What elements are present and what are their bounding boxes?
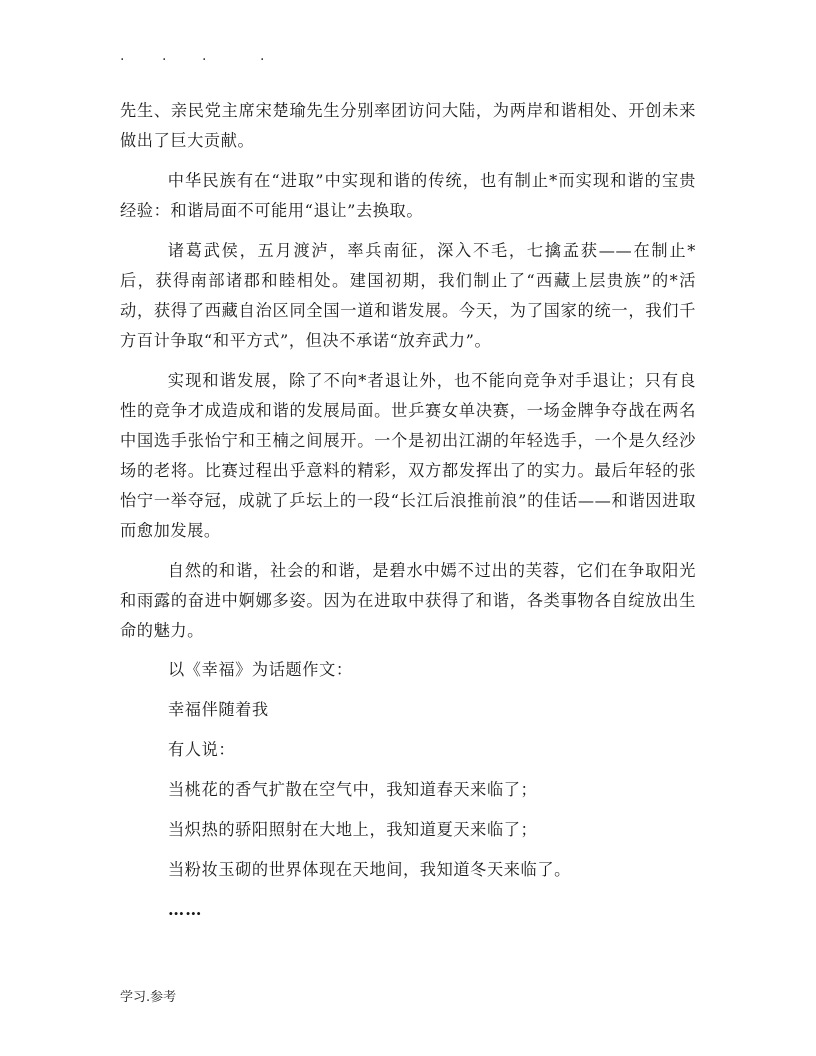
header-dot: .	[202, 48, 207, 64]
essay-prompt: 以《幸福》为话题作文：	[168, 660, 353, 679]
document-body	[120, 96, 696, 936]
page-footer: 学习.参考	[120, 990, 177, 1005]
essay-line: 有人说：	[168, 740, 236, 759]
essay-line: 当桃花的香气扩散在空气中，我知道春天来临了；	[168, 780, 538, 799]
header-dot: .	[260, 48, 265, 64]
paragraph-continuation: 先生、亲民党主席宋楚瑜先生分别率团访问大陆，为两岸和谐相处、开创未来做出了巨大贡献。	[120, 101, 696, 150]
essay-line: 当炽热的骄阳照射在大地上，我知道夏天来临了；	[168, 820, 538, 839]
header-dot: .	[162, 48, 167, 64]
paragraph-historical-examples: 诸葛武侯，五月渡泸，率兵南征，深入不毛，七擒孟获——在制止*后，获得南部诸郡和睦相处。建国初期，我们制止了“西藏上层贵族”的*活动，获得了西藏自治区同全国一道和谐发展。今天，为了国家的统一，我们千方百计争取“和平方式”，但决不承诺“放弃武力”。	[120, 241, 696, 350]
paragraph-natural-harmony: 自然的和谐，社会的和谐，是碧水中嫣不过出的芙蓉，它们在争取阳光和雨露的奋进中婀娜多姿。因为在进取中获得了和谐，各类事物各自绽放出生命的魅力。	[120, 561, 696, 640]
header-dots	[120, 48, 280, 68]
essay-line: 当粉妆玉砌的世界体现在天地间，我知道冬天来临了。	[168, 860, 571, 879]
header-dot: .	[120, 48, 125, 64]
essay-title: 幸福伴随着我	[168, 700, 269, 719]
paragraph-harmony-tradition: 中华民族有在“进取”中实现和谐的传统，也有制止*而实现和谐的宝贵经验：和谐局面不可能用“退让”去换取。	[120, 171, 696, 220]
paragraph-competition-example: 实现和谐发展，除了不向*者退让外，也不能向竞争对手退让；只有良性的竞争才成造成和谐的发展局面。世乒赛女单决赛，一场金牌争夺战在两名中国选手张怡宁和王楠之间展开。一个是初出江湖的年轻选手，一个是久经沙场的老将。比赛过程出乎意料的精彩，双方都发挥出了的实力。最后年轻的张怡宁一举夺冠，成就了乒坛上的一段“长江后浪推前浪”的佳话——和谐因进取而愈加发展。	[120, 371, 696, 540]
essay-ellipsis: ……	[168, 900, 203, 919]
